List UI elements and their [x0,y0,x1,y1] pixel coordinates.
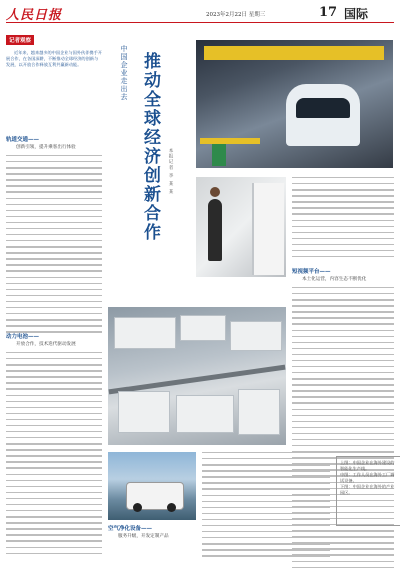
factory-building [176,395,234,433]
person-figure [208,199,222,261]
byline: 本报记者 李 某 某 [168,148,173,195]
subhead-battery [6,332,102,347]
subhead-sub: 本土化运营，内容生态不断优化 [302,277,367,282]
lab-worker-photo [196,177,286,277]
subhead-heading: 动力电池—— [6,334,40,340]
gantry-crane [204,46,384,60]
subhead-air [108,524,196,539]
intro-paragraph: 近年来，越来越多的中国企业与国外伙伴携手开展合作，在各国深耕，不断推动全球经济的创新与发展，以开放合作释放互利共赢新动能。 [6,50,102,68]
photo-credits-box [336,456,400,526]
issue-date: 2023年2月22日 星期三 [206,12,266,18]
tram-factory-photo [196,40,393,168]
left-column [6,27,102,559]
subhead-sub: 服务升级，开发定制产品 [118,534,169,539]
page-number: 17 [319,5,338,20]
subhead-video [292,267,394,282]
subhead-heading: 短视频平台—— [292,269,331,275]
wheel [167,503,176,512]
subhead-heading: 空气净化设备—— [108,526,153,532]
work-platform [200,138,260,144]
reporter-tag: 记者观察 [6,35,34,45]
newspaper-logo: 人民日报 [6,8,63,23]
factory-building [238,389,280,435]
factory-building [180,315,226,341]
masthead [6,4,394,23]
person-head [210,187,220,197]
credit-line: 中图：工作人员在海外工厂调试设备。 [340,472,395,483]
body-text-block [6,155,102,337]
headline: 推动全球经济创新合作 [140,52,160,242]
subhead-sub: 开放合作，技术迭代驱动发展 [16,342,76,347]
factory-building [114,317,176,349]
tram-window [296,98,350,118]
subhead-sub: 创新引领，提升乘客出行体验 [16,145,76,150]
equipment-cabinet [252,183,284,275]
camper-van [126,482,184,510]
van-coast-photo [108,452,196,520]
subhead-heading: 轨道交通—— [6,137,40,143]
credit-line: 上图：中国企业在海外建设的智能化生产线。 [340,460,395,471]
factory-building [230,321,282,351]
factory-building [118,391,170,433]
credit-line: 下图：中国企业在海外的产业园区。 [340,484,395,495]
body-text-block [292,177,394,262]
green-door [212,144,226,166]
wheel [133,503,142,512]
kicker: 中国企业走出去 [120,45,128,101]
body-text-block [6,352,102,559]
section-name: 国际 [344,7,369,21]
subhead-rail [6,135,102,150]
industrial-park-photo [108,307,286,445]
